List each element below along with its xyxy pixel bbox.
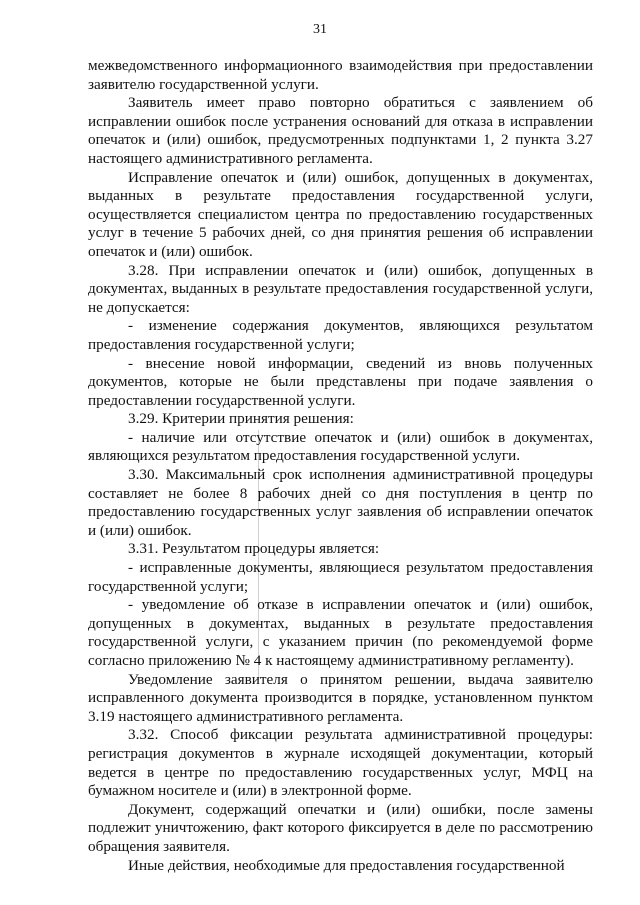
paragraph-3-29: 3.29. Критерии принятия решения: xyxy=(128,410,354,428)
paragraph-3-31: 3.31. Результатом процедуры является: xyxy=(128,540,380,558)
list-item-content-change: - изменение содержания документов, являющихся результатом предоставления государственной услуги; xyxy=(88,317,593,353)
paragraph-continuation: межведомственного информационного взаимодействия при предоставлении заявителю государственной услуги. xyxy=(88,57,593,93)
document-body xyxy=(88,57,593,875)
page-number: 31 xyxy=(313,22,327,37)
paragraph-correction-terms: Исправление опечаток и (или) ошибок, допущенных в документах, выданных в результате предоставления государственной услуги, осуществляется специалистом центра по предоставлению государственных услуг в течение 5 рабочих дней, со дня принятия решения об исправлении опечаток и (или) ошибок. xyxy=(88,168,593,260)
list-item-refusal-notice: - уведомление об отказе в исправлении опечаток и (или) ошибок, допущенных в документах, выданных в результате предоставления государственной услуги, с указанием причин (по рекомендуемой форме согласно приложению № 4 к настоящему административному регламенту). xyxy=(88,596,593,669)
list-item-new-information: - внесение новой информации, сведений из вновь полученных документов, которые не были представлены при подаче заявления о предоставлении государственной услуги. xyxy=(88,354,593,409)
list-item-criteria: - наличие или отсутствие опечаток и (или) ошибок в документах, являющихся результатом предоставления государственной услуги. xyxy=(88,428,593,465)
paragraph-other-actions: Иные действия, необходимые для предоставления государственной xyxy=(128,856,565,874)
paragraph-document-destruction: Документ, содержащий опечатки и (или) ошибки, после замены подлежит уничтожению, факт которого фиксируется в деле по рассмотрению обращения заявителя. xyxy=(88,800,593,855)
paragraph-3-32: 3.32. Способ фиксации результата административной процедуры: регистрация документов в журнале исходящей документации, который ведется в центре по предоставлению государственных услуг, МФЦ на бумажном носителе и (или) в электронной форме. xyxy=(88,726,593,800)
paragraph-applicant-notification: Уведомление заявителя о принятом решении, выдача заявителю исправленного документа производится в порядке, установленном пунктом 3.19 настоящего административного регламента. xyxy=(88,670,593,725)
paragraph-3-30: 3.30. Максимальный срок исполнения административной процедуры составляет не более 8 рабочих дней со дня поступления в центр по предоставлению государственных услуг заявления об исправлении опечаток и (или) ошибок. xyxy=(88,466,593,539)
paragraph-reapply-right: Заявитель имеет право повторно обратиться с заявлением об исправлении ошибок после устранения оснований для отказа в исправлении опечаток и (или) ошибок, предусмотренных подпунктами 1, 2 пункта 3.27 настоящего административного регламента. xyxy=(88,94,593,167)
list-item-corrected-documents: - исправленные документы, являющиеся результатом предоставления государственной услуги; xyxy=(88,559,593,595)
paragraph-3-28: 3.28. При исправлении опечаток и (или) ошибок, допущенных в документах, выданных в результате предоставления государственной услуги, не допускается: xyxy=(88,261,593,316)
